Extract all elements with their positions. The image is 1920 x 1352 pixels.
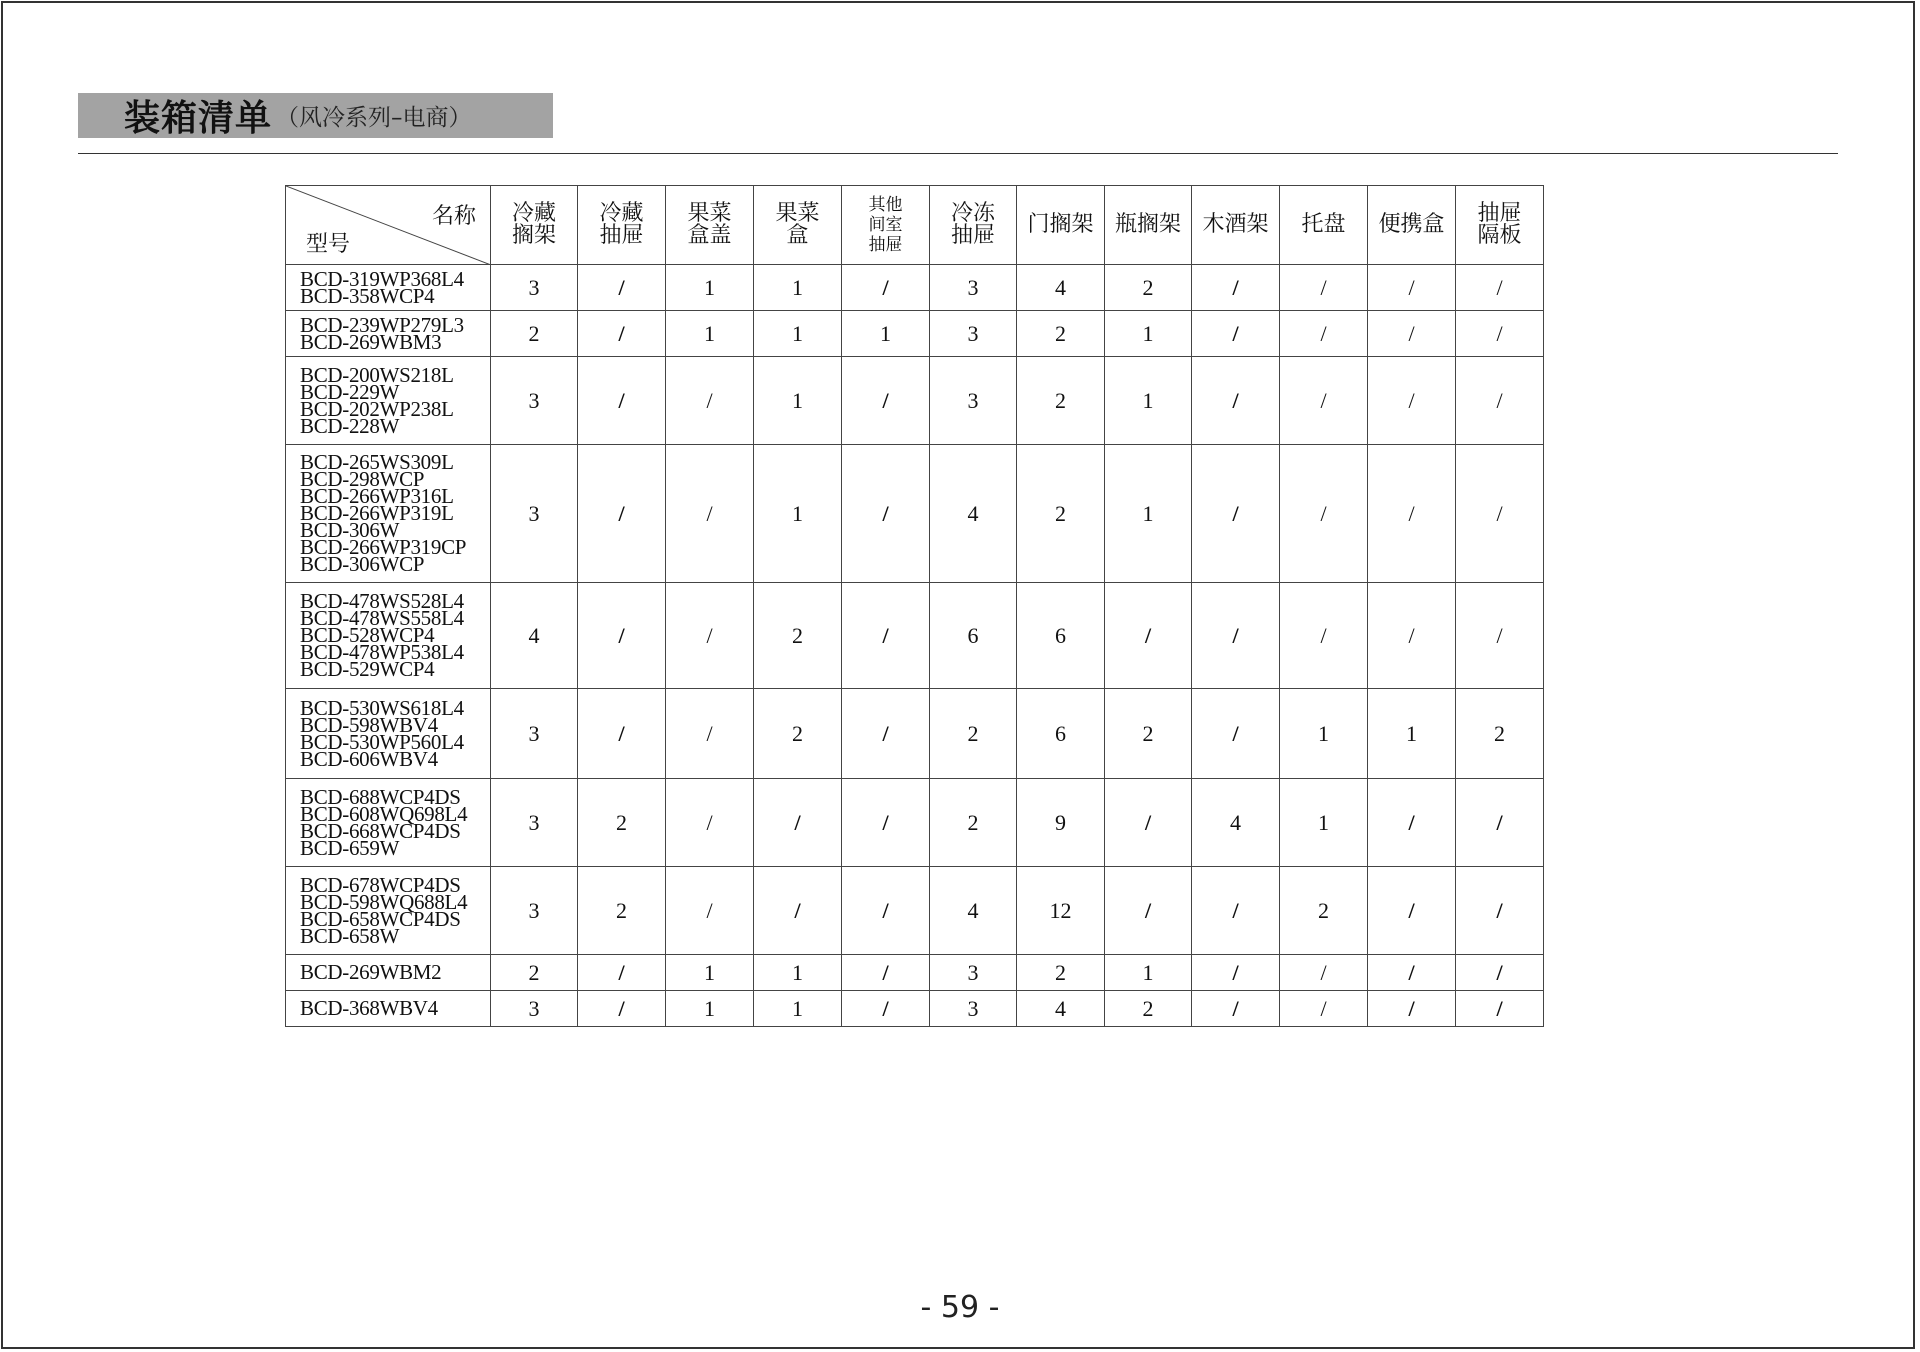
value-cell: /	[1192, 445, 1280, 583]
value-cell: 1	[1280, 689, 1368, 779]
col-header: 果菜 盒盖	[666, 186, 754, 265]
value-cell: /	[1105, 779, 1192, 867]
model-name: BCD-688WCP4DS	[300, 784, 461, 809]
corner-model-label: 型号	[306, 232, 351, 257]
value-cell: 2	[930, 689, 1017, 779]
col-header: 果菜 盒	[754, 186, 842, 265]
value-cell: 1	[1368, 689, 1456, 779]
model-name: BCD-678WCP4DS	[300, 872, 461, 897]
model-cell	[286, 779, 491, 867]
value-cell: 1	[666, 265, 754, 311]
value-cell: 2	[1105, 265, 1192, 311]
table-row	[286, 445, 1544, 583]
value-cell: /	[1368, 265, 1456, 311]
value-cell: 4	[1017, 991, 1105, 1027]
col-header: 其他 间室 抽屉	[842, 186, 930, 265]
value-cell: /	[1456, 583, 1544, 689]
model-name: BCD-306W	[300, 518, 400, 542]
model-name: BCD-528WCP4	[300, 623, 435, 647]
col-header: 托盘	[1280, 186, 1368, 265]
model-name: BCD-598WQ688L4	[300, 889, 468, 914]
value-cell: 2	[1105, 991, 1192, 1027]
title-bar	[78, 93, 553, 138]
value-cell: /	[842, 357, 930, 445]
value-cell: 1	[754, 445, 842, 583]
model-name: BCD-658W	[300, 923, 400, 948]
value-cell: /	[578, 445, 666, 583]
value-cell: 6	[930, 583, 1017, 689]
col-header: 便携盒	[1368, 186, 1456, 265]
value-cell: /	[842, 991, 930, 1027]
value-cell: /	[1105, 867, 1192, 955]
corner-name-label: 名称	[431, 204, 476, 229]
value-cell: 1	[1105, 311, 1192, 357]
corner-header	[286, 186, 491, 265]
value-cell: 2	[1017, 311, 1105, 357]
value-cell: 1	[1105, 445, 1192, 583]
value-cell: 1	[842, 311, 930, 357]
model-name: BCD-266WP316L	[300, 484, 454, 508]
model-name: BCD-239WP279L3	[300, 312, 464, 337]
table-row	[286, 265, 1544, 311]
model-name: BCD-598WBV4	[300, 712, 438, 737]
value-cell: 1	[754, 991, 842, 1027]
value-cell: /	[1192, 955, 1280, 991]
value-cell: /	[1368, 955, 1456, 991]
model-name: BCD-269WBM3	[300, 329, 442, 354]
model-name: BCD-658WCP4DS	[300, 906, 461, 931]
value-cell: 2	[930, 779, 1017, 867]
value-cell: /	[1456, 357, 1544, 445]
table-row	[286, 357, 1544, 445]
col-header: 门搁架	[1017, 186, 1105, 265]
model-name: BCD-200WS218L	[300, 362, 454, 387]
col-header: 抽屉 隔板	[1456, 186, 1544, 265]
value-cell: /	[1192, 583, 1280, 689]
value-cell: 3	[491, 445, 578, 583]
model-name: BCD-229W	[300, 379, 400, 404]
value-cell: 3	[491, 991, 578, 1027]
value-cell: 9	[1017, 779, 1105, 867]
value-cell: /	[1456, 265, 1544, 311]
value-cell: /	[1368, 445, 1456, 583]
value-cell: /	[1456, 779, 1544, 867]
value-cell: /	[1192, 867, 1280, 955]
page-subtitle: （风冷系列–电商）	[276, 105, 472, 131]
value-cell: 2	[1017, 955, 1105, 991]
value-cell: 1	[666, 991, 754, 1027]
value-cell: 2	[1456, 689, 1544, 779]
value-cell: 6	[1017, 583, 1105, 689]
model-name: BCD-368WBV4	[300, 996, 438, 1020]
model-name: BCD-266WP319CP	[300, 535, 467, 559]
value-cell: 1	[1280, 779, 1368, 867]
value-cell: 4	[491, 583, 578, 689]
table-row	[286, 867, 1544, 955]
model-name: BCD-478WS528L4	[300, 589, 464, 613]
value-cell: /	[842, 583, 930, 689]
model-name: BCD-228W	[300, 413, 400, 438]
table-row	[286, 991, 1544, 1027]
model-name: BCD-529WCP4	[300, 657, 435, 681]
value-cell: /	[666, 357, 754, 445]
value-cell: /	[1368, 311, 1456, 357]
table-row	[286, 311, 1544, 357]
value-cell: /	[842, 445, 930, 583]
value-cell: /	[578, 357, 666, 445]
value-cell: 3	[930, 955, 1017, 991]
value-cell: /	[754, 779, 842, 867]
model-name: BCD-269WBM2	[300, 960, 442, 984]
value-cell: /	[1105, 583, 1192, 689]
value-cell: /	[578, 265, 666, 311]
value-cell: 1	[1105, 357, 1192, 445]
value-cell: /	[1368, 583, 1456, 689]
page-number: - 59 -	[920, 1290, 1000, 1325]
value-cell: /	[1280, 583, 1368, 689]
model-name: BCD-306WCP	[300, 552, 425, 576]
value-cell: /	[578, 311, 666, 357]
value-cell: /	[1192, 357, 1280, 445]
model-name: BCD-606WBV4	[300, 746, 438, 771]
value-cell: /	[578, 991, 666, 1027]
value-cell: 1	[754, 955, 842, 991]
value-cell: 2	[491, 955, 578, 991]
value-cell: /	[1280, 955, 1368, 991]
value-cell: 1	[754, 357, 842, 445]
value-cell: 2	[754, 583, 842, 689]
value-cell: /	[1280, 991, 1368, 1027]
table-row	[286, 583, 1544, 689]
value-cell: /	[1280, 357, 1368, 445]
value-cell: /	[842, 955, 930, 991]
value-cell: /	[842, 867, 930, 955]
model-name: BCD-266WP319L	[300, 501, 454, 525]
value-cell: 4	[930, 867, 1017, 955]
value-cell: 1	[754, 265, 842, 311]
value-cell: /	[1280, 311, 1368, 357]
header-row	[286, 186, 1544, 265]
packing-list-table	[285, 185, 1544, 1027]
model-name: BCD-478WP538L4	[300, 640, 464, 664]
value-cell: /	[1456, 867, 1544, 955]
value-cell: /	[1192, 689, 1280, 779]
value-cell: /	[1456, 991, 1544, 1027]
value-cell: /	[666, 583, 754, 689]
col-header: 冷藏 搁架	[491, 186, 578, 265]
value-cell: /	[842, 689, 930, 779]
value-cell: 4	[930, 445, 1017, 583]
model-name: BCD-608WQ698L4	[300, 801, 468, 826]
model-cell	[286, 867, 491, 955]
value-cell: /	[1368, 867, 1456, 955]
value-cell: 3	[491, 265, 578, 311]
value-cell: 1	[666, 311, 754, 357]
value-cell: /	[578, 689, 666, 779]
value-cell: 1	[754, 311, 842, 357]
table-row	[286, 955, 1544, 991]
col-header: 木酒架	[1192, 186, 1280, 265]
value-cell: /	[1456, 311, 1544, 357]
value-cell: /	[1280, 265, 1368, 311]
model-name: BCD-298WCP	[300, 467, 425, 491]
col-header: 冷藏 抽屉	[578, 186, 666, 265]
value-cell: 2	[1017, 445, 1105, 583]
model-name: BCD-319WP368L4	[300, 266, 464, 291]
value-cell: /	[1368, 779, 1456, 867]
value-cell: /	[1368, 357, 1456, 445]
value-cell: 1	[666, 955, 754, 991]
value-cell: 3	[930, 265, 1017, 311]
value-cell: 3	[491, 779, 578, 867]
value-cell: 4	[1192, 779, 1280, 867]
model-cell	[286, 265, 491, 311]
model-name: BCD-478WS558L4	[300, 606, 464, 630]
value-cell: /	[666, 867, 754, 955]
model-name: BCD-668WCP4DS	[300, 818, 461, 843]
value-cell: 4	[1017, 265, 1105, 311]
col-header: 冷冻 抽屉	[930, 186, 1017, 265]
model-cell	[286, 357, 491, 445]
value-cell: 2	[491, 311, 578, 357]
model-name: BCD-265WS309L	[300, 450, 454, 474]
table-row	[286, 689, 1544, 779]
col-header: 瓶搁架	[1105, 186, 1192, 265]
value-cell: /	[1456, 445, 1544, 583]
value-cell: 3	[491, 689, 578, 779]
value-cell: 3	[491, 357, 578, 445]
value-cell: /	[1280, 445, 1368, 583]
value-cell: /	[1368, 991, 1456, 1027]
model-name: BCD-358WCP4	[300, 283, 435, 308]
value-cell: /	[666, 779, 754, 867]
model-name: BCD-530WS618L4	[300, 695, 464, 720]
table-row	[286, 779, 1544, 867]
value-cell: 3	[930, 311, 1017, 357]
value-cell: 2	[754, 689, 842, 779]
value-cell: /	[578, 955, 666, 991]
model-name: BCD-659W	[300, 835, 400, 860]
value-cell: /	[842, 265, 930, 311]
value-cell: 2	[1280, 867, 1368, 955]
value-cell: /	[754, 867, 842, 955]
model-cell	[286, 689, 491, 779]
value-cell: 2	[578, 779, 666, 867]
model-cell	[286, 583, 491, 689]
value-cell: 2	[1105, 689, 1192, 779]
value-cell: 12	[1017, 867, 1105, 955]
value-cell: /	[1192, 991, 1280, 1027]
value-cell: 2	[1017, 357, 1105, 445]
value-cell: /	[1192, 265, 1280, 311]
model-name: BCD-202WP238L	[300, 396, 454, 421]
value-cell: /	[1456, 955, 1544, 991]
model-cell	[286, 311, 491, 357]
value-cell: 2	[578, 867, 666, 955]
value-cell: /	[666, 445, 754, 583]
value-cell: 1	[1105, 955, 1192, 991]
value-cell: 3	[930, 991, 1017, 1027]
value-cell: /	[842, 779, 930, 867]
model-cell	[286, 991, 491, 1027]
value-cell: 6	[1017, 689, 1105, 779]
value-cell: /	[578, 583, 666, 689]
model-cell	[286, 445, 491, 583]
value-cell: /	[1192, 311, 1280, 357]
model-cell	[286, 955, 491, 991]
page-title: 装箱清单	[124, 98, 273, 139]
header-rule	[78, 153, 1838, 154]
model-name: BCD-530WP560L4	[300, 729, 464, 754]
value-cell: /	[666, 689, 754, 779]
value-cell: 3	[491, 867, 578, 955]
value-cell: 3	[930, 357, 1017, 445]
